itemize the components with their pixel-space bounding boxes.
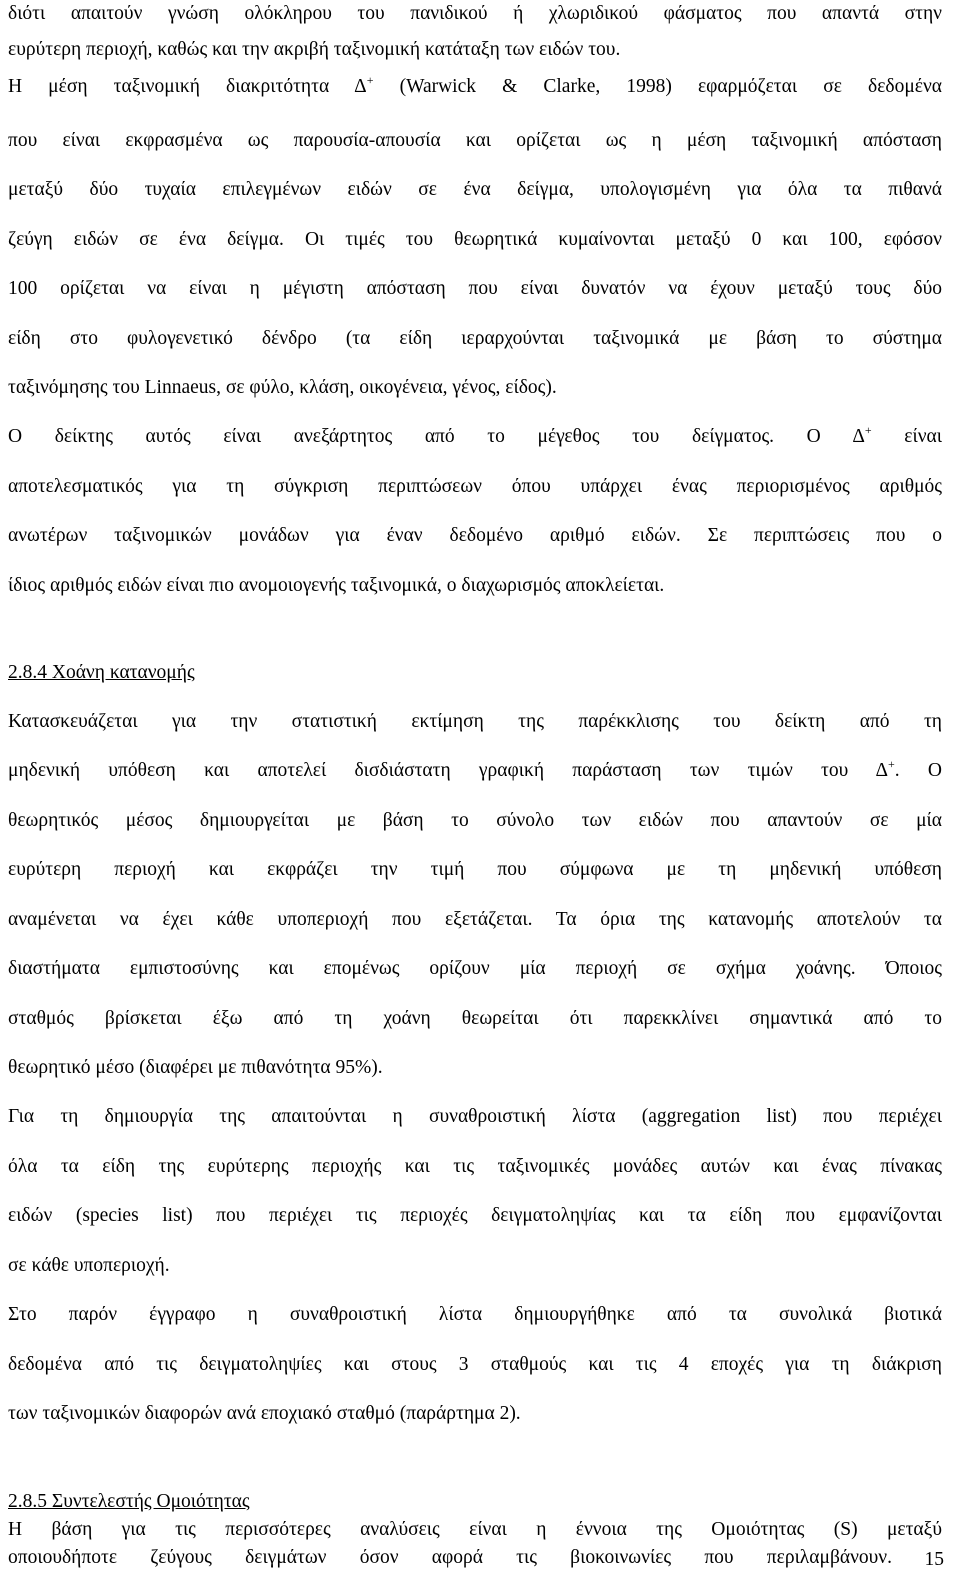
superscript-plus: +	[887, 757, 895, 771]
text-line: των ταξινομικών διαφορών ανά εποχιακό σταθμό (παράρτημα 2).	[8, 1403, 521, 1424]
text-line: διαστήματα εμπιστοσύνης και επομένως ορίζουν μία περιοχή σε σχήμα χοάνης. Όποιος	[8, 958, 942, 979]
text-line: ίδιος αριθμός ειδών είναι πιο ανομοιογενής ταξινομικά, ο διαχωρισμός αποκλείεται.	[8, 575, 665, 596]
text-line: αποτελεσματικός για τη σύγκριση περιπτώσεων όπου υπάρχει ένας περιορισμένος αριθμός	[8, 476, 942, 497]
superscript-plus: +	[864, 423, 872, 437]
text-line: Στο παρόν έγγραφο η συναθροιστική λίστα δημιουργήθηκε από τα συνολικά βιοτικά	[8, 1304, 942, 1325]
text-line: Για τη δημιουργία της απαιτούνται η συναθροιστική λίστα (aggregation list) που περιέχει	[8, 1106, 942, 1127]
text-line: Ο δείκτης αυτός είναι ανεξάρτητος από το μέγεθος του δείγματος. Ο Δ+ είναι	[8, 423, 942, 447]
text-line: μηδενική υπόθεση και αποτελεί δισδιάστατη γραφική παράσταση των τιμών του Δ+. Ο	[8, 757, 942, 781]
text-line: είδη στο φυλογενετικό δένδρο (τα είδη ιεραρχούνται ταξινομικά με βάση το σύστημα	[8, 328, 942, 349]
text-line: που είναι εκφρασμένα ως παρουσία-απουσία και ορίζεται ως η μέση ταξινομική απόσταση	[8, 130, 942, 151]
text-line: 100 ορίζεται να είναι η μέγιστη απόσταση που είναι δυνατόν να έχουν μεταξύ τους δύο	[8, 278, 942, 299]
text-line: μεταξύ δύο τυχαία επιλεγμένων ειδών σε ένα δείγμα, υπολογισμένη για όλα τα πιθανά	[8, 179, 942, 200]
section-heading: 2.8.4 Χοάνη κατανομής	[8, 662, 195, 683]
text-line: Η μέση ταξινομική διακριτότητα Δ+ (Warwick & Clarke, 1998) εφαρμόζεται σε δεδομένα	[8, 73, 942, 97]
text-line: Κατασκευάζεται για την στατιστική εκτίμηση της παρέκκλισης του δείκτη από τη	[8, 711, 942, 732]
text-line: ανωτέρων ταξινομικών μονάδων για έναν δεδομένο αριθμό ειδών. Σε περιπτώσεις που ο	[8, 525, 942, 546]
text-line: ευρύτερη περιοχή και εκφράζει την τιμή που σύμφωνα με τη μηδενική υπόθεση	[8, 859, 942, 880]
text-line: ταξινόμησης του Linnaeus, σε φύλο, κλάση, οικογένεια, γένος, είδος).	[8, 377, 557, 398]
text-line: αναμένεται να έχει κάθε υποπεριοχή που εξετάζεται. Τα όρια της κατανομής αποτελούν τα	[8, 909, 942, 930]
text-line: διότι απαιτούν γνώση ολόκληρου του πανιδικού ή χλωριδικού φάσματος που απαντά στην	[8, 3, 942, 24]
text-line: οποιουδήποτε ζεύγους δειγμάτων όσον αφορά τις βιοκοινωνίες που περιλαμβάνουν.	[8, 1547, 892, 1568]
section-heading: 2.8.5 Συντελεστής Ομοιότητας	[8, 1491, 250, 1512]
text-line: σταθμός βρίσκεται έξω από τη χοάνη θεωρείται ότι παρεκκλίνει σημαντικά από το	[8, 1008, 942, 1029]
text-line: σε κάθε υποπεριοχή.	[8, 1255, 170, 1276]
text-line: όλα τα είδη της ευρύτερης περιοχής και τις ταξινομικές μονάδες αυτών και ένας πίνακας	[8, 1156, 942, 1177]
text-line: ειδών (species list) που περιέχει τις περιοχές δειγματοληψίας και τα είδη που εμφανίζονται	[8, 1205, 942, 1226]
text-line: ζεύγη ειδών σε ένα δείγμα. Οι τιμές του θεωρητικά κυμαίνονται μεταξύ 0 και 100, εφόσον	[8, 229, 942, 250]
text-line: ευρύτερη περιοχή, καθώς και την ακριβή ταξινομική κατάταξη των ειδών του.	[8, 39, 621, 60]
superscript-plus: +	[366, 73, 374, 87]
page-number: 15	[924, 1549, 944, 1570]
text-line: Η βάση για τις περισσότερες αναλύσεις είναι η έννοια της Ομοιότητας (S) μεταξύ	[8, 1519, 942, 1540]
text-line: δεδομένα από τις δειγματοληψίες και στους 3 σταθμούς και τις 4 εποχές για τη διάκριση	[8, 1354, 942, 1375]
text-line: θεωρητικό μέσο (διαφέρει με πιθανότητα 95%).	[8, 1057, 383, 1078]
text-line: θεωρητικός μέσος δημιουργείται με βάση το σύνολο των ειδών που απαντούν σε μία	[8, 810, 942, 831]
